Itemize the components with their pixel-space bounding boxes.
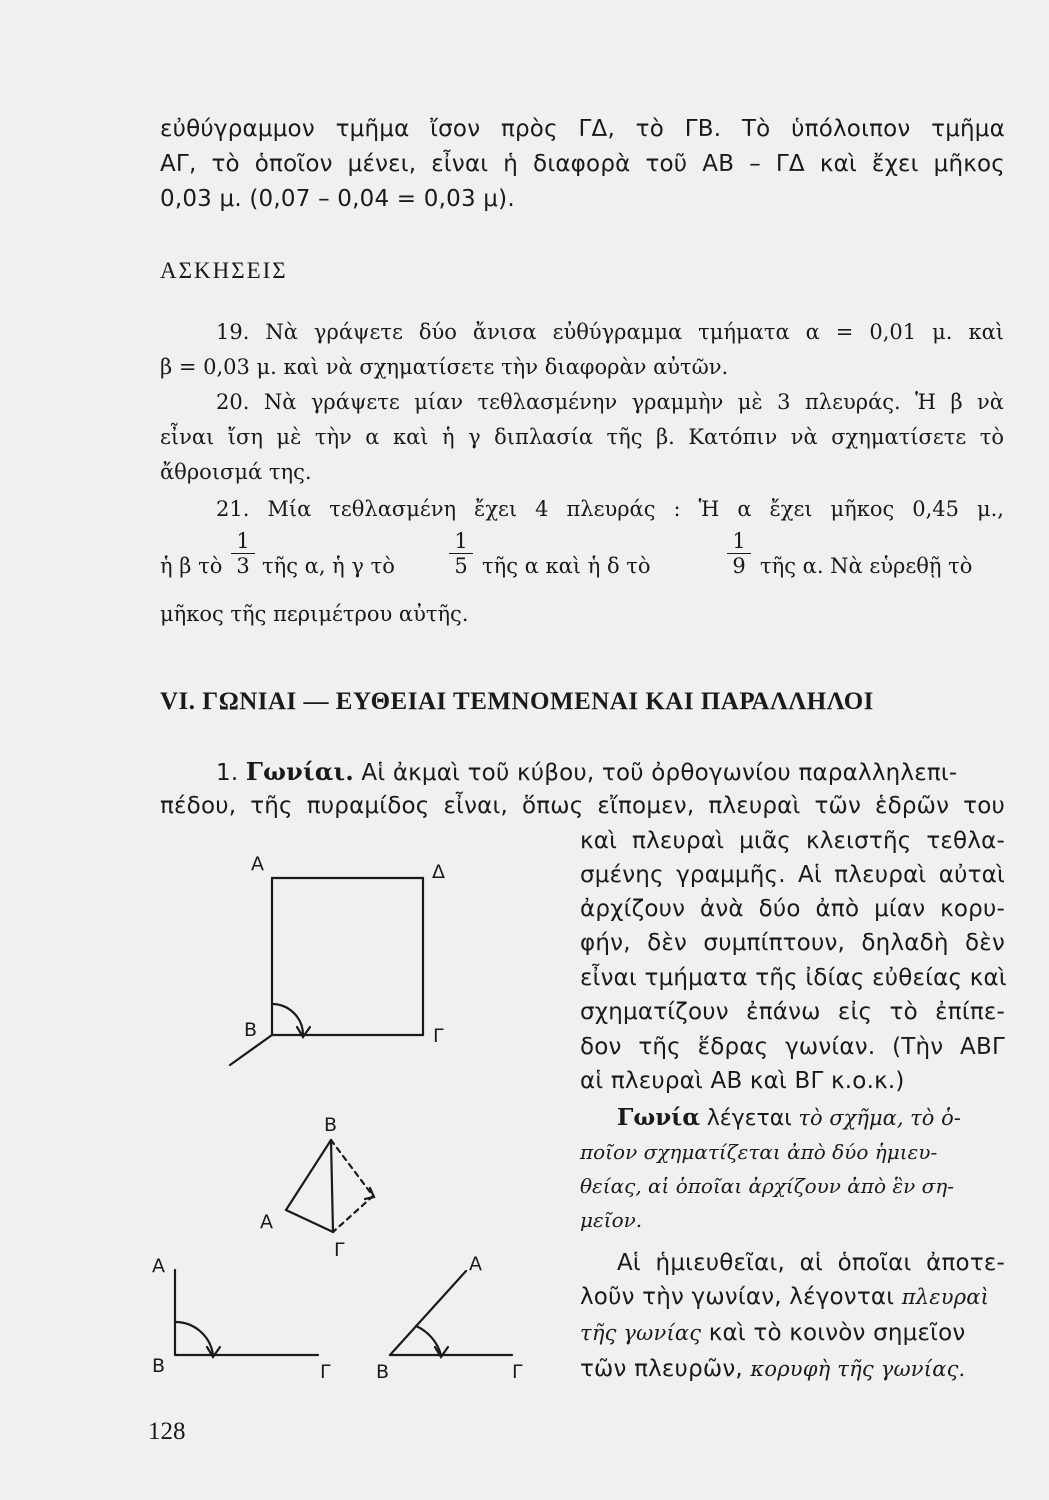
figure-right-angle — [175, 1270, 318, 1357]
text: λοῦν τὴν γωνίαν, λέγονται — [580, 1284, 895, 1310]
figure-pyramid — [286, 1140, 374, 1232]
edge-hidden-2 — [333, 1196, 373, 1232]
definition-italic: τὸ σχῆμα, τὸ ὁ- — [798, 1106, 961, 1130]
fraction-denominator: 3 — [236, 554, 250, 578]
exercise-19-line-2: β = 0,03 μ. καὶ νὰ σχηματίσετε τὴν διαφορὰν αὐτῶν. — [160, 355, 729, 379]
exercise-21-segment-4: τῆς α. Νὰ εὑρεθῇ τὸ — [760, 554, 973, 578]
figure-acute-angle — [390, 1271, 512, 1357]
exercise-20-line-2: εἶναι ἴση μὲ τὴν α καὶ ἡ γ διπλασία τῆς β. Κατόπιν νὰ σχηματίσετε τὸ — [160, 425, 1004, 449]
edge-AG — [286, 1210, 333, 1232]
italic-term: πλευραὶ — [901, 1285, 990, 1309]
page-number: 128 — [148, 1418, 186, 1445]
fraction-denominator: 5 — [454, 554, 468, 578]
exercise-20-line-1: 20. Νὰ γράψετε μίαν τεθλασμένην γραμμὴν μὲ 3 πλευράς. Ἡ β νὰ — [216, 390, 1004, 414]
definition-text: λέγεται — [706, 1106, 792, 1131]
intro-line-3: 0,03 μ. (0,07 – 0,04 = 0,03 μ). — [160, 186, 515, 212]
fraction-numerator: 1 — [236, 529, 250, 553]
edge-BG — [331, 1140, 333, 1232]
term-gonia: Γωνία — [617, 1104, 701, 1131]
intro-line-1: εὐθύγραμμον τμῆμα ἴσον πρὸς ΓΔ, τὸ ΓΒ. Τὸ ὑπόλοιπον τμῆμα — [160, 116, 1005, 142]
italic-term: τῆς γωνίας — [580, 1321, 702, 1345]
angle-arc — [175, 1322, 213, 1355]
label-B: Β — [152, 1355, 166, 1377]
figure-cube-face — [230, 878, 423, 1065]
definition-line-3: θείας, αἱ ὁποῖαι ἀρχίζουν ἀπὸ ἓν ση- — [580, 1174, 954, 1198]
paragraph-number: 1. — [216, 760, 239, 786]
label-G: Γ — [334, 1239, 345, 1261]
column-line-1: καὶ πλευραὶ μιᾶς κλειστῆς τεθλα- — [580, 828, 1005, 854]
label-G: Γ — [512, 1361, 523, 1383]
label-G: Γ — [320, 1361, 331, 1383]
text: καὶ τὸ κοινὸν σημεῖον — [708, 1320, 966, 1346]
fraction-numerator: 1 — [732, 529, 746, 553]
fraction-denominator: 9 — [732, 554, 746, 578]
definition-line-4: μεῖον. — [580, 1208, 643, 1232]
exercise-21-segment-2: τῆς α, ἡ γ τὸ — [262, 554, 395, 578]
edge-hidden-1 — [331, 1140, 373, 1196]
exercise-21-line-1: 21. Μία τεθλασμένη ἔχει 4 πλευράς : Ἡ α ἔχει μῆκος 0,45 μ., — [216, 497, 1004, 521]
exercise-21-segment-3: τῆς α καὶ ἡ δ τὸ — [482, 554, 651, 578]
column-line-6: σχηματίζουν ἐπάνω εἰς τὸ ἐπίπε- — [580, 999, 1005, 1025]
exercises-heading: ΑΣΚΗΣΕΙΣ — [160, 258, 288, 283]
exercise-19-line-1: 19. Νὰ γράψετε δύο ἄνισα εὐθύγραμμα τμήματα α = 0,01 μ. καὶ — [216, 320, 1004, 344]
column-line-8: αἱ πλευραὶ ΑΒ καὶ ΒΓ κ.ο.κ.) — [580, 1068, 905, 1094]
italic-term: κορυφὴ τῆς γωνίας. — [750, 1357, 966, 1381]
column-line-3: ἀρχίζουν ἀνὰ δύο ἀπὸ μίαν κορυ- — [580, 896, 1005, 922]
fraction-numerator: 1 — [454, 529, 468, 553]
section-title: VI. ΓΩΝΙΑΙ — ΕΥΘΕΙΑΙ ΤΕΜΝΟΜΕΝΑΙ ΚΑΙ ΠΑΡΑΛΛΗΛΟΙ — [160, 688, 874, 715]
definition-line-2: ποῖον σχηματίζεται ἀπὸ δύο ἡμιευ- — [580, 1140, 938, 1164]
label-A: Α — [260, 1211, 273, 1233]
column-line-4: φήν, δὲν συμπίπτουν, δηλαδὴ δὲν — [580, 930, 1005, 956]
label-D: Δ — [432, 861, 445, 883]
label-A: Α — [152, 1255, 165, 1277]
paragraph-1-line-2: πέδου, τῆς πυραμίδος εἶναι, ὅπως εἴπομεν, πλευραὶ τῶν ἑδρῶν του — [160, 793, 1005, 819]
label-A: Α — [469, 1253, 482, 1275]
exercise-21-line-3: μῆκος τῆς περιμέτρου αὐτῆς. — [160, 602, 469, 626]
label-A: Α — [251, 853, 264, 875]
side-BA — [390, 1271, 466, 1355]
text: τῶν πλευρῶν, — [580, 1356, 743, 1382]
label-G: Γ — [433, 1025, 444, 1047]
paragraph-3-line-1: Αἱ ἡμιευθεῖαι, αἱ ὁποῖαι ἀποτε- — [617, 1250, 1005, 1276]
column-line-2: σμένης γραμμῆς. Αἱ πλευραὶ αὐταὶ — [580, 862, 1005, 888]
exercise-21-segment-1: ἡ β τὸ — [160, 554, 223, 578]
label-B: Β — [376, 1361, 390, 1383]
edge-BA — [286, 1140, 331, 1210]
paragraph-1-text: Αἱ ἀκμαὶ τοῦ κύβου, τοῦ ὀρθογωνίου παραλληλεπι- — [361, 760, 958, 786]
term-gonies: Γωνίαι. — [245, 757, 354, 786]
column-line-7: δον τῆς ἕδρας γωνίαν. (Τὴν ΑΒΓ — [580, 1034, 1005, 1060]
column-line-5: εἶναι τμήματα τῆς ἰδίας εὐθείας καὶ — [580, 965, 1007, 991]
label-B: Β — [324, 1114, 338, 1136]
label-B: Β — [244, 1019, 258, 1041]
exercise-20-line-3: ἄθροισμά της. — [160, 460, 312, 484]
intro-line-2: ΑΓ, τὸ ὁποῖον μένει, εἶναι ἡ διαφορὰ τοῦ ΑΒ – ΓΔ καὶ ἔχει μῆκος — [160, 151, 1005, 177]
